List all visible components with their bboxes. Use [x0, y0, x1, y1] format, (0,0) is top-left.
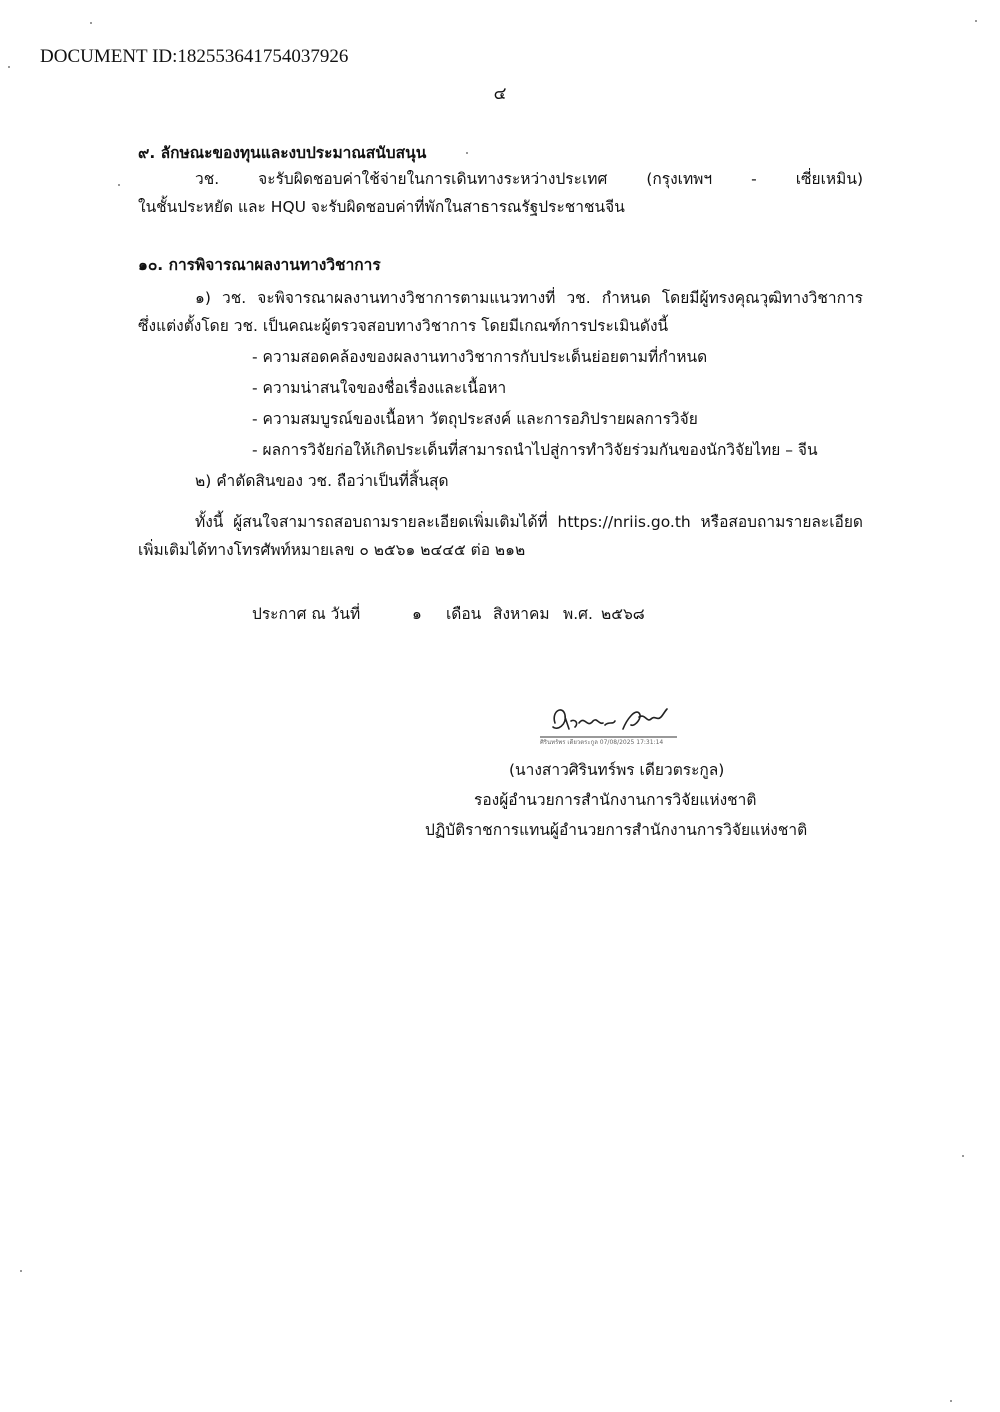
section-9-line-2: ในชั้นประหยัด และ HQU จะรับผิดชอบค่าที่พักในสาธารณรัฐประชาชนจีน — [138, 198, 625, 216]
signatory-position-1: รองผู้อำนวยการสำนักงานการวิจัยแห่งชาติ — [474, 791, 757, 809]
announcement-month: สิงหาคม — [493, 605, 550, 623]
signatory-position-2: ปฏิบัติราชการแทนผู้อำนวยการสำนักงานการวิจัยแห่งชาติ — [425, 821, 808, 839]
scan-speck — [962, 1155, 964, 1157]
announcement-month-label: เดือน — [446, 605, 482, 623]
contact-line-1: ทั้งนี้ ผู้สนใจสามารถสอบถามรายละเอียดเพิ่มเติมได้ที่ https://nriis.go.th หรือสอบถามรายละเอียด — [195, 513, 863, 531]
section-10-item-1-line-1: ๑) วช. จะพิจารณาผลงานทางวิชาการตามแนวทางที่ วช. กำหนด โดยมีผู้ทรงคุณวุฒิทางวิชาการ — [195, 289, 863, 307]
scan-speck — [118, 184, 120, 186]
scan-speck — [8, 66, 10, 68]
section-9-line-1: วช. จะรับผิดชอบค่าใช้จ่ายในการเดินทางระหว่างประเทศ (กรุงเทพฯ - เซี่ยเหมิน) — [195, 170, 863, 188]
criteria-item-2: - ความน่าสนใจของชื่อเรื่องและเนื้อหา — [252, 379, 507, 397]
scan-speck — [975, 20, 977, 22]
scan-speck — [20, 1270, 22, 1272]
criteria-item-4: - ผลการวิจัยก่อให้เกิดประเด็นที่สามารถนำไปสู่การทำวิจัยร่วมกันของนักวิจัยไทย – จีน — [252, 441, 818, 459]
page-number: ๔ — [493, 84, 507, 104]
scan-speck — [90, 22, 92, 24]
announcement-label: ประกาศ ณ วันที่ — [252, 605, 361, 623]
contact-line-2: เพิ่มเติมได้ทางโทรศัพท์หมายเลข ๐ ๒๕๖๑ ๒๔๔๕ ต่อ ๒๑๒ — [138, 541, 526, 559]
document-id: DOCUMENT ID:182553641754037926 — [40, 46, 349, 67]
signatory-name: (นางสาวศิรินทร์พร เดียวตระกูล) — [509, 761, 725, 779]
announcement-year-label: พ.ศ. — [563, 605, 593, 623]
signature-caption: ศิรินทร์พร เดียวตระกูล 07/08/2025 17:31:14 — [540, 739, 664, 746]
section-9-heading: ๙. ลักษณะของทุนและงบประมาณสนับสนุน — [138, 144, 427, 162]
section-10-item-1-line-2: ซึ่งแต่งตั้งโดย วช. เป็นคณะผู้ตรวจสอบทางวิชาการ โดยมีเกณฑ์การประเมินดังนี้ — [138, 317, 669, 335]
criteria-item-3: - ความสมบูรณ์ของเนื้อหา วัตถุประสงค์ และการอภิปรายผลการวิจัย — [252, 410, 698, 428]
scan-speck — [466, 152, 468, 154]
criteria-item-1: - ความสอดคล้องของผลงานทางวิชาการกับประเด็นย่อยตามที่กำหนด — [252, 348, 708, 366]
scan-speck — [950, 1400, 952, 1402]
announcement-day: ๑ — [412, 605, 422, 623]
section-10-item-2: ๒) คำตัดสินของ วช. ถือว่าเป็นที่สิ้นสุด — [195, 472, 449, 490]
announcement-year: ๒๕๖๘ — [601, 605, 645, 623]
section-10-heading: ๑๐. การพิจารณาผลงานทางวิชาการ — [138, 256, 381, 274]
